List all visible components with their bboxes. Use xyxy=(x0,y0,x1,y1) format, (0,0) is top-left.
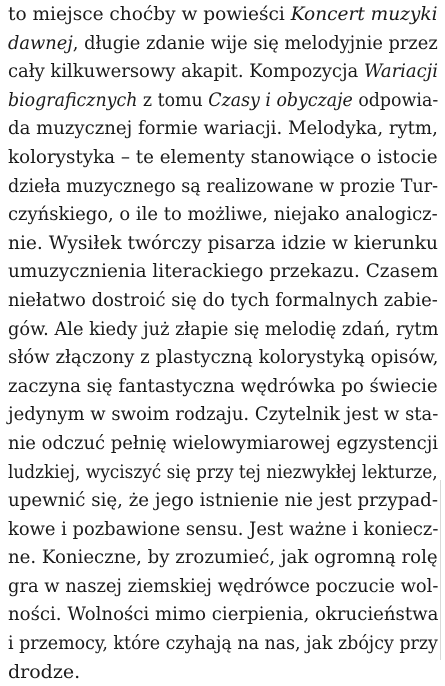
text-line xyxy=(8,229,438,258)
text-segment: ne. Konieczne, by zrozumieć, jak ogromną rolę xyxy=(8,546,438,569)
text-line xyxy=(8,400,439,429)
text-segment: niełatwo dostroić się do tych formalnych zabie- xyxy=(8,288,438,311)
text-segment: nie odczuć pełnię wielowymiarowej egzystencji xyxy=(8,431,439,454)
text-segment: cały kilkuwersowy akapit. Kompozycja xyxy=(8,60,364,83)
text-segment: zaczyna się fantastyczna wędrówka po świecie xyxy=(8,374,438,397)
text-line xyxy=(8,372,438,401)
italic-title-text: dawnej xyxy=(8,31,73,54)
text-segment: kolorystyka – te elementy stanowiące o istocie xyxy=(8,145,438,168)
italic-title-text: Czasy i obyczaje xyxy=(208,88,353,111)
text-segment: ludzkiej, wyciszyć się przy tej niezwykłej lekturze, xyxy=(8,460,438,483)
text-line xyxy=(8,343,439,372)
text-segment: to miejsce choćby w powieści xyxy=(8,3,291,25)
text-segment: upewnić się, że jego istnienie nie jest przypad- xyxy=(8,489,438,512)
text-line xyxy=(8,57,438,86)
text-segment: dzieła muzycznego są realizowane w prozie Tur- xyxy=(8,174,439,197)
text-segment: odpowia- xyxy=(352,88,439,111)
text-line xyxy=(8,429,439,458)
text-line xyxy=(8,600,439,629)
text-line xyxy=(8,286,438,315)
text-segment: gra w naszej ziemskiej wędrówce poczucie wol- xyxy=(8,574,439,597)
italic-title-text: Koncert muzyki xyxy=(290,3,438,25)
text-segment: nie. Wysiłek twórczy pisarza idzie w kierunku xyxy=(8,231,438,254)
text-line xyxy=(8,486,438,515)
text-line xyxy=(8,114,438,143)
text-segment: ności. Wolności mimo cierpienia, okrucieństwa xyxy=(8,603,439,626)
text-segment: drodze. xyxy=(8,660,81,683)
text-line xyxy=(8,29,438,58)
text-segment: da muzycznej formie wariacji. Melodyka, rytm, xyxy=(8,117,438,140)
text-segment: gów. Ale kiedy już złapie się melodię zdań, rytm xyxy=(8,317,439,340)
text-line xyxy=(8,257,439,286)
text-line xyxy=(8,572,439,601)
text-segment: umuzycznienia literackiego przekazu. Czasem xyxy=(8,260,439,283)
text-segment: słów złączony z plastyczną kolorystyką opisów, xyxy=(8,346,439,369)
text-segment: czyńskiego, o ile to możliwe, niejako analogicz- xyxy=(8,203,438,226)
text-segment: z tomu xyxy=(137,88,209,111)
text-line xyxy=(8,458,438,487)
text-line xyxy=(8,200,438,229)
text-segment: , długie zdanie wije się melodyjnie przez xyxy=(72,31,438,54)
text-segment: jedynym w swoim rodzaju. Czytelnik jest w sta- xyxy=(8,403,439,426)
text-segment: kowe i pozbawione sensu. Jest ważne i koniecz- xyxy=(8,517,439,540)
italic-title-text: biograficznych xyxy=(8,88,138,111)
text-line xyxy=(8,143,438,172)
text-line xyxy=(8,86,439,115)
text-line xyxy=(8,315,439,344)
page-edge-shadow xyxy=(440,480,441,660)
text-line xyxy=(8,0,438,29)
text-line xyxy=(8,515,439,544)
text-line xyxy=(8,172,439,201)
italic-title-text: Wariacji xyxy=(363,60,438,83)
text-segment: i przemocy, które czyhają na nas, jak zbójcy przy xyxy=(8,632,438,655)
book-page-text xyxy=(8,0,438,686)
text-line xyxy=(8,629,438,658)
text-line xyxy=(8,543,438,572)
